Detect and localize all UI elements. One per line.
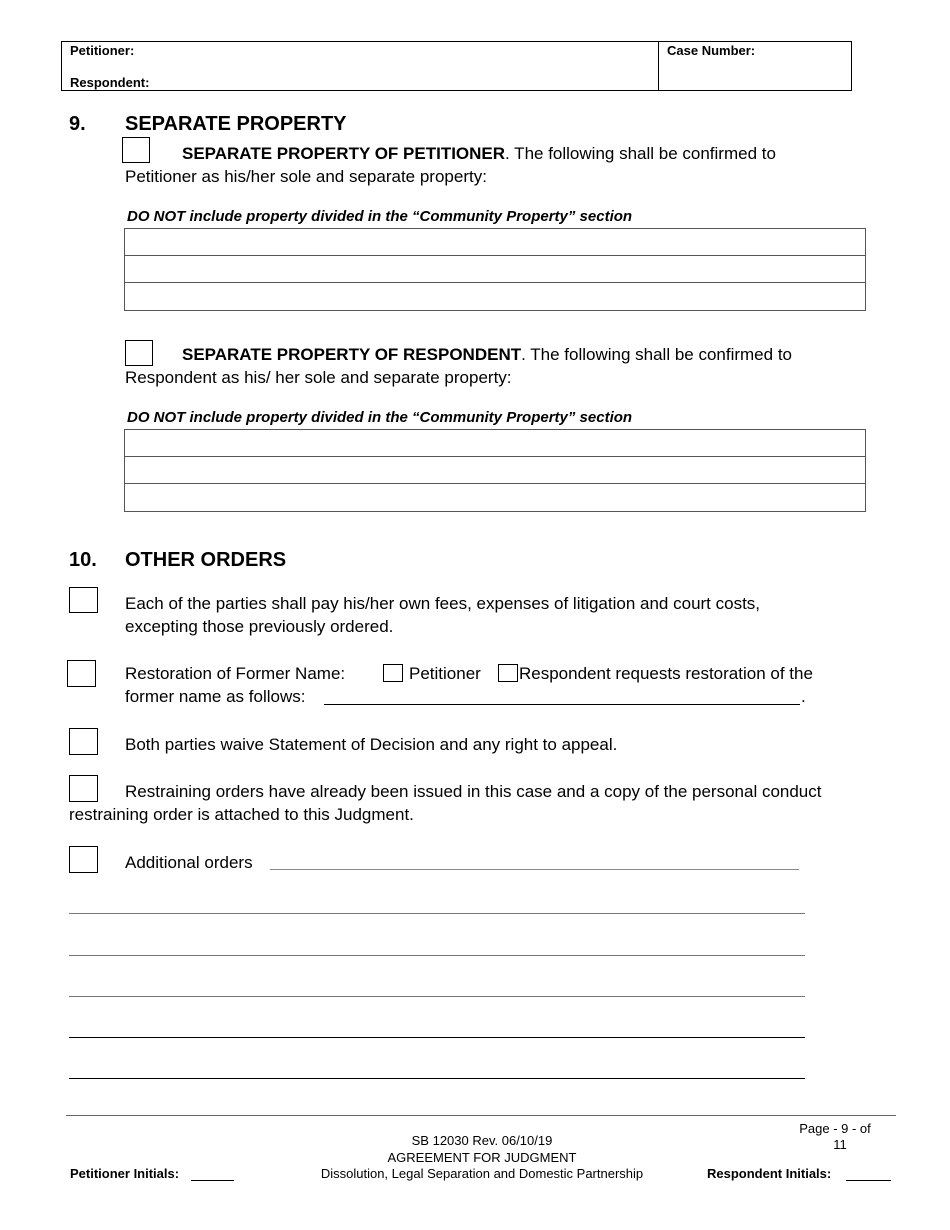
petitioner-label: Petitioner: <box>70 43 135 58</box>
respondent-separate-property-checkbox[interactable] <box>125 340 153 366</box>
restoration-respondent-label: Respondent requests restoration of the <box>519 664 813 683</box>
petitioner-separate-property-line2: Petitioner as his/her sole and separate property: <box>125 167 487 186</box>
page-number: Page - 9 - of <box>799 1121 871 1136</box>
additional-orders-line[interactable] <box>69 1078 805 1079</box>
page-total: 11 <box>833 1137 847 1152</box>
waive-statement-text: Both parties waive Statement of Decision and any right to appeal. <box>125 735 618 754</box>
case-number-label: Case Number: <box>667 43 756 58</box>
petitioner-initials-line[interactable] <box>191 1180 234 1181</box>
petitioner-initials-label: Petitioner Initials: <box>70 1166 180 1181</box>
former-name-input-line[interactable] <box>324 704 800 705</box>
section-9-title: SEPARATE PROPERTY <box>125 113 347 135</box>
respondent-property-note: DO NOT include property divided in the “Community Property” section <box>127 409 633 426</box>
respondent-separate-property-line1 <box>182 343 792 366</box>
section-10-title: OTHER ORDERS <box>125 549 287 571</box>
additional-orders-label: Additional orders <box>125 853 253 872</box>
fees-costs-line2: excepting those previously ordered. <box>125 617 394 636</box>
form-subtitle: Dissolution, Legal Separation and Domestic Partnership <box>320 1166 644 1181</box>
petitioner-separate-property-line1 <box>182 142 776 165</box>
respondent-property-row[interactable] <box>125 430 865 457</box>
petitioner-separate-property-checkbox[interactable] <box>122 137 150 163</box>
restoration-former-name-label: Restoration of Former Name: <box>125 664 346 683</box>
restraining-orders-checkbox[interactable] <box>69 775 98 802</box>
restraining-orders-line2: restraining order is attached to this Judgment. <box>69 805 414 824</box>
fees-costs-checkbox[interactable] <box>69 587 98 613</box>
additional-orders-line[interactable] <box>69 996 805 997</box>
respondent-initials-label: Respondent Initials: <box>707 1166 832 1181</box>
respondent-label: Respondent: <box>70 75 150 90</box>
restoration-respondent-checkbox[interactable] <box>498 664 518 682</box>
additional-orders-checkbox[interactable] <box>69 846 98 873</box>
respondent-property-row[interactable] <box>125 457 865 484</box>
petitioner-property-row[interactable] <box>125 229 865 256</box>
additional-orders-line[interactable] <box>69 955 805 956</box>
form-title: AGREEMENT FOR JUDGMENT <box>387 1150 577 1165</box>
form-number: SB 12030 Rev. 06/10/19 <box>411 1133 553 1148</box>
section-10-number: 10. <box>69 549 97 571</box>
respondent-property-table <box>124 429 866 512</box>
petitioner-property-table <box>124 228 866 311</box>
petitioner-property-note: DO NOT include property divided in the “Community Property” section <box>127 208 633 225</box>
waive-statement-checkbox[interactable] <box>69 728 98 755</box>
restoration-petitioner-label: Petitioner <box>409 664 481 683</box>
additional-orders-line[interactable] <box>69 1037 805 1038</box>
footer-rule <box>66 1115 896 1116</box>
former-name-period: . <box>801 687 806 706</box>
restoration-petitioner-checkbox[interactable] <box>383 664 403 682</box>
respondent-separate-property-text: . The following shall be confirmed to <box>521 345 792 364</box>
header-divider <box>658 41 659 91</box>
petitioner-property-row[interactable] <box>125 283 865 310</box>
petitioner-property-row[interactable] <box>125 256 865 283</box>
respondent-separate-property-line2: Respondent as his/ her sole and separate property: <box>125 368 512 387</box>
section-9-number: 9. <box>69 113 86 135</box>
petitioner-separate-property-heading: SEPARATE PROPERTY OF PETITIONER <box>182 144 506 163</box>
respondent-separate-property-heading: SEPARATE PROPERTY OF RESPONDENT <box>182 345 522 364</box>
respondent-initials-line[interactable] <box>846 1180 891 1181</box>
restoration-former-name-checkbox[interactable] <box>67 660 96 687</box>
restraining-orders-line1: Restraining orders have already been issued in this case and a copy of the personal conduct <box>125 782 822 801</box>
former-name-label: former name as follows: <box>125 687 306 706</box>
fees-costs-line1: Each of the parties shall pay his/her own fees, expenses of litigation and court costs, <box>125 594 761 613</box>
respondent-property-row[interactable] <box>125 484 865 511</box>
additional-orders-input-line[interactable] <box>270 869 799 870</box>
petitioner-separate-property-text: . The following shall be confirmed to <box>505 144 776 163</box>
additional-orders-line[interactable] <box>69 913 805 914</box>
